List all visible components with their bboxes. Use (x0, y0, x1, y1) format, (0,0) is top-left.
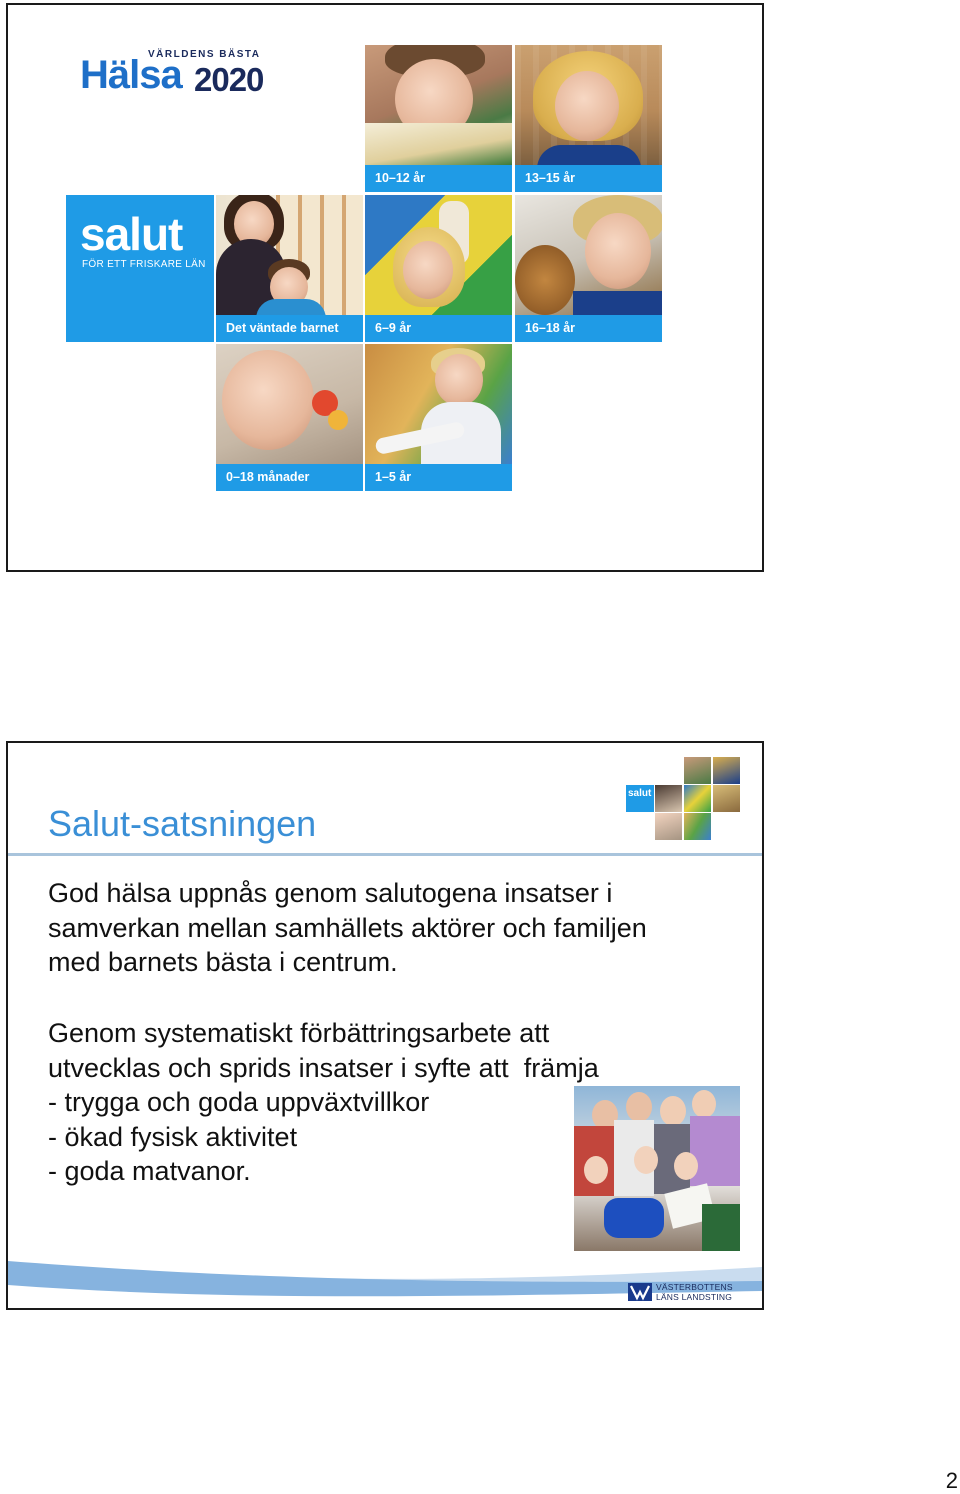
logo-word: Hälsa (80, 53, 182, 97)
paragraph-line: God hälsa uppnås genom salutogena insatser i (48, 878, 613, 908)
slide-2 (6, 741, 764, 1310)
paragraph-line: utvecklas och sprids insatser i syfte att främja (48, 1052, 599, 1083)
paragraph-line: Genom systematiskt förbättringsarbete att (48, 1018, 550, 1048)
mini-logo-photo (713, 785, 740, 812)
tile-0-18-manader (216, 344, 363, 491)
tile-10-12 (365, 45, 512, 192)
tile-label: Det väntade barnet (216, 315, 363, 342)
tile-label: 10–12 år (365, 165, 512, 192)
salut-subtitle: FÖR ETT FRISKARE LÄN (82, 259, 206, 270)
paragraph-line: med barnets bästa i centrum. (48, 947, 398, 977)
mini-logo-photo (655, 785, 682, 812)
photo-boy-reading (365, 45, 512, 165)
family-group-photo (574, 1086, 740, 1251)
landsting-name (656, 1283, 733, 1302)
mini-logo-wordmark: salut (628, 788, 652, 799)
slide-title: Salut-satsningen (48, 803, 317, 844)
vasterbottens-lans-landsting-logo (628, 1281, 748, 1305)
photo-pregnant-mother-child (216, 195, 363, 315)
bullet-line: - trygga och goda uppväxtvillkor (48, 1087, 430, 1117)
logo-tagline: VÄRLDENS BÄSTA (148, 49, 261, 60)
slide-1 (6, 3, 764, 572)
paragraph-line: samverkan mellan samhällets aktörer och familjen (48, 912, 647, 943)
salut-mini-logo (624, 755, 740, 841)
tile-label: 16–18 år (515, 315, 662, 342)
tile-label: 13–15 år (515, 165, 662, 192)
tile-16-18 (515, 195, 662, 342)
paragraph-1 (48, 876, 647, 980)
bullet-line: - ökad fysisk aktivitet (48, 1121, 298, 1152)
salut-logo-tile (66, 195, 214, 342)
mini-logo-photo (684, 757, 711, 784)
mini-logo-photo (684, 785, 711, 812)
mini-logo-salut-cell (626, 785, 654, 812)
landsting-name-line2: LÄNS LANDSTING (656, 1291, 733, 1302)
photo-toddler-playing (365, 344, 512, 464)
logo-year: 2020 (194, 61, 264, 98)
landsting-name-line1: VÄSTERBOTTENS (656, 1282, 733, 1292)
mini-logo-photo (713, 757, 740, 784)
tile-label: 6–9 år (365, 315, 512, 342)
tile-1-5 (365, 344, 512, 491)
photo-girl-smiling (515, 45, 662, 165)
photo-baby (216, 344, 363, 464)
tile-6-9 (365, 195, 512, 342)
tile-det-vantade-barnet (216, 195, 363, 342)
landsting-emblem-icon (628, 1283, 652, 1301)
photo-teen-with-guitar (515, 195, 662, 315)
tile-13-15 (515, 45, 662, 192)
title-divider (8, 853, 762, 856)
tile-label: 0–18 månader (216, 464, 363, 491)
paragraph-2 (48, 1016, 599, 1189)
mini-logo-photo (655, 813, 682, 840)
photo-girl-climbing-wall (365, 195, 512, 315)
halsa-2020-logo (80, 49, 280, 99)
page-number: 2 (945, 1468, 958, 1493)
mini-logo-photo (684, 813, 711, 840)
tile-label: 1–5 år (365, 464, 512, 491)
bullet-line: - goda matvanor. (48, 1156, 251, 1186)
salut-wordmark: salut (80, 208, 183, 260)
